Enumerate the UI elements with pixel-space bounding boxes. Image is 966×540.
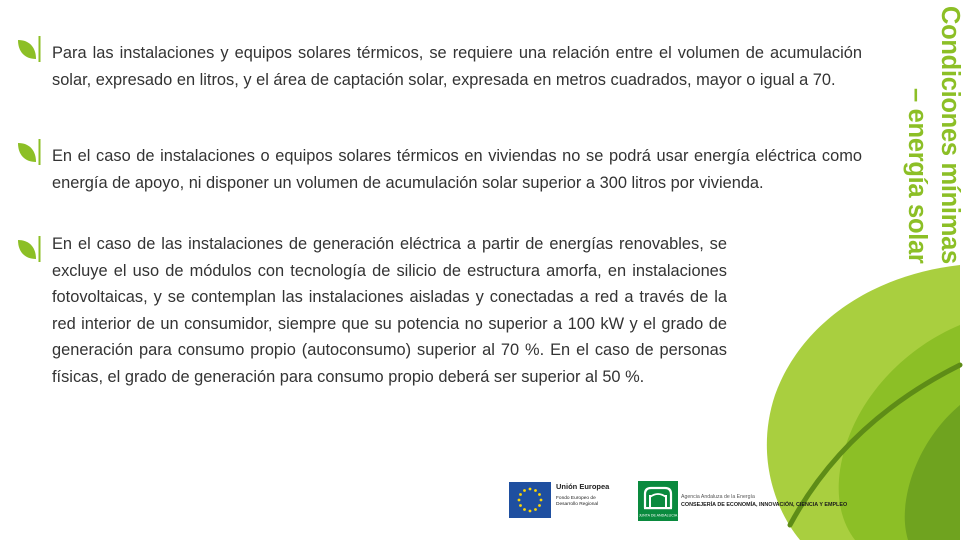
paragraph-solar-thermal-ratio: Para las instalaciones y equipos solares térmicos, se requiere una relación entre el volumen de acumulación solar, expresado en litros, y el área de captación solar, expresada en metros cuadrados, mayor o igual a 70. — [52, 44, 862, 89]
page-title: Condiciones mínimas – energía solar — [903, 6, 964, 264]
svg-text:JUNTA DE ANDALUCIA: JUNTA DE ANDALUCIA — [638, 513, 678, 518]
paragraph-housing-limits: En el caso de instalaciones o equipos solares térmicos en viviendas no se podrá usar energía eléctrica como energía de apoyo, ni disponer un volumen de acumulación solar superior a 300 litros por vivienda. — [52, 147, 862, 192]
agency-label — [681, 493, 847, 509]
paragraph-photovoltaic-conditions: En el caso de las instalaciones de generación eléctrica a partir de energías renovables, se excluye el uso de módulos con tecnología de silicio de estructura amorfa, en instalaciones fotovoltaicas, y se contemplan las instalaciones aisladas y conectadas a red a través de la red interior de un consumidor, siempre que su potencia no superior a 100 kW y el grado de generación para consumo propio (autoconsumo) superior al 70 %. En el caso de personas físicas, el grado de generación para consumo propio deberá ser superior al 50 %. — [52, 235, 727, 386]
leaf-bullet-icon — [16, 34, 42, 64]
eu-title: Unión Europea — [556, 482, 610, 491]
agency-name: Agencia Andaluza de la Energía — [681, 494, 755, 500]
department-name: CONSEJERÍA DE ECONOMÍA, INNOVACIÓN, CIENCIA Y EMPLEO — [681, 502, 848, 508]
junta-andalucia-icon — [638, 481, 678, 521]
leaf-bullet-icon — [16, 137, 42, 167]
eu-flag-icon — [509, 482, 551, 518]
eu-fund-name: Fondo Europeo de Desarrollo Regional — [556, 496, 599, 507]
eu-fund-label — [556, 482, 616, 508]
leaf-bullet-icon — [16, 234, 42, 264]
